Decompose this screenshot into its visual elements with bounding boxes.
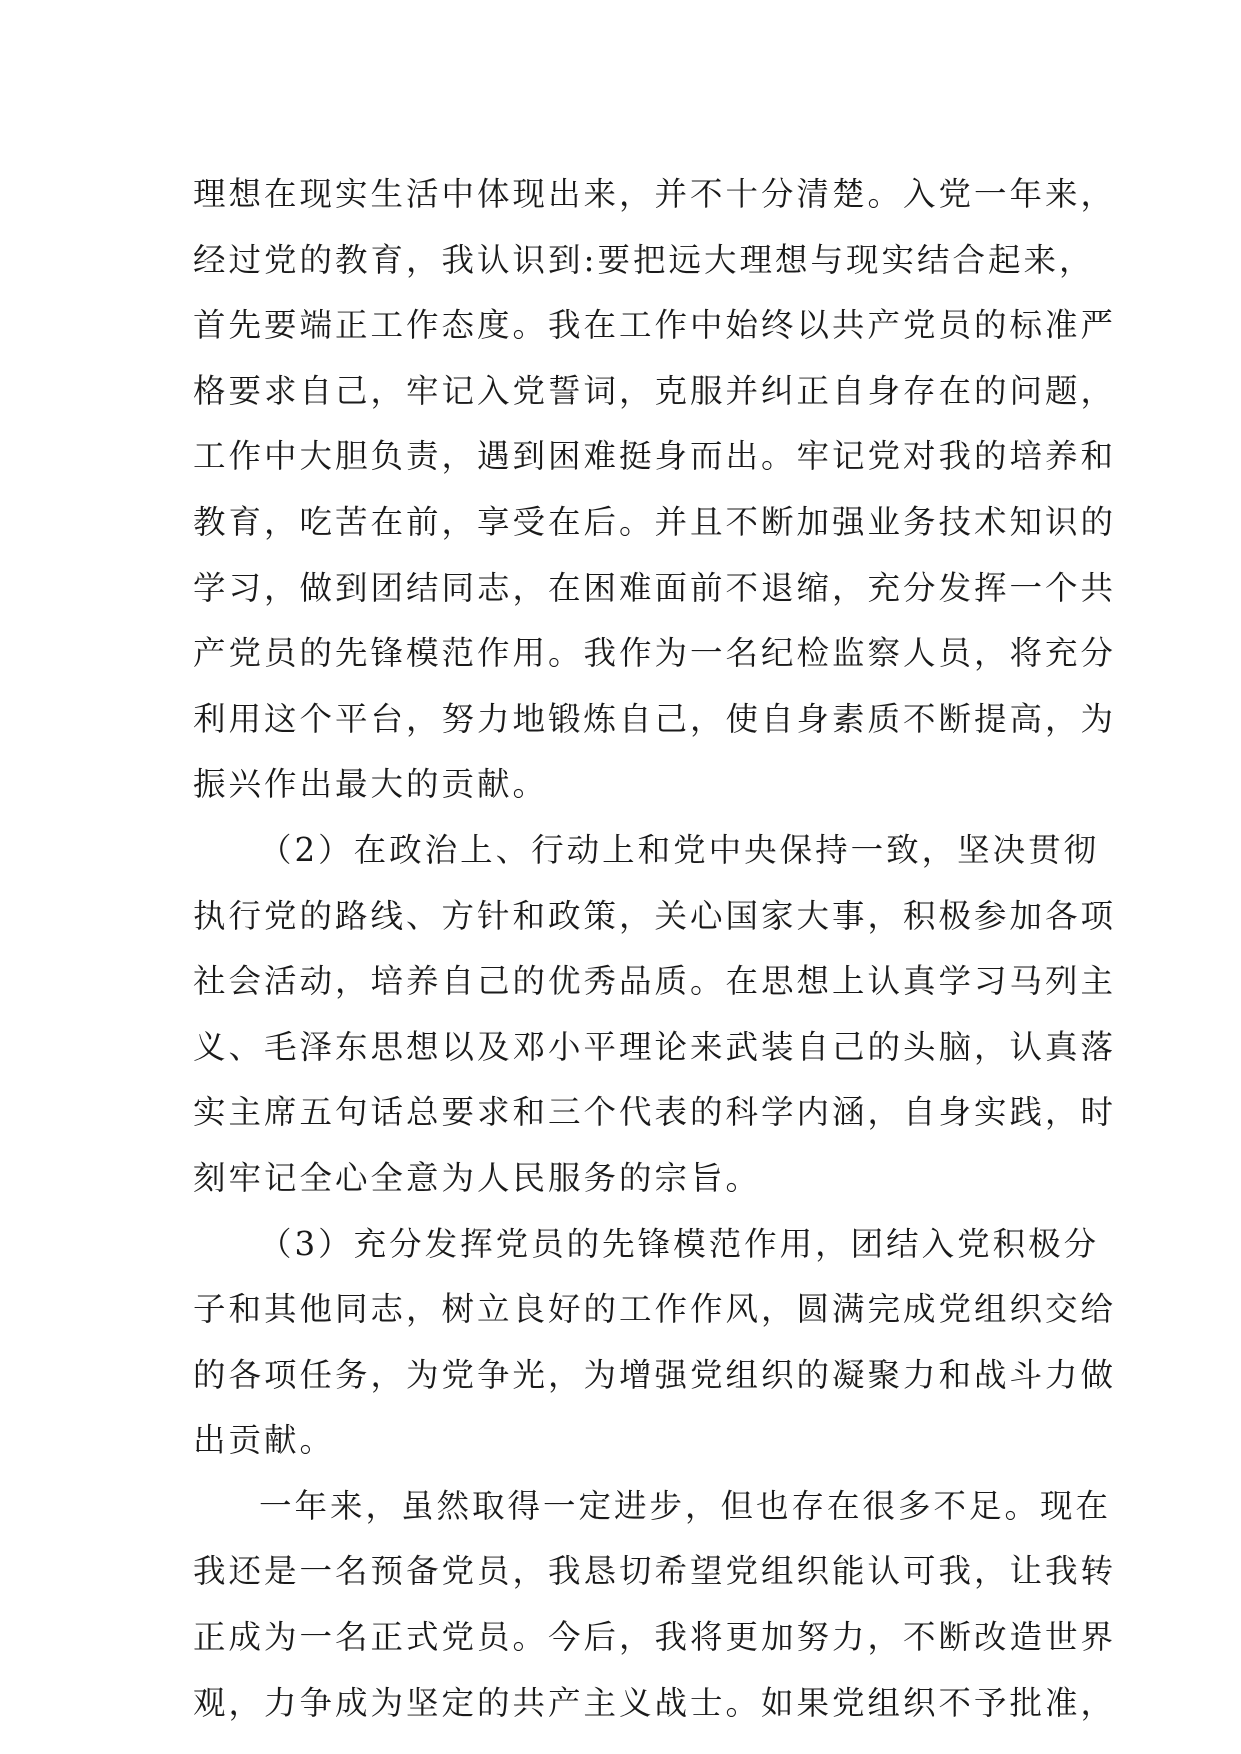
body-text (193, 162, 1117, 1736)
text-line: 教育，吃苦在前，享受在后。并且不断加强业务技术知识的 (193, 502, 1117, 541)
text-line: 我还是一名预备党员，我恳切希望党组织能认可我，让我转 (193, 1552, 1117, 1591)
text-line: 刻牢记全心全意为人民服务的宗旨。 (193, 1158, 762, 1197)
text-line: 正成为一名正式党员。今后，我将更加努力，不断改造世界 (193, 1618, 1117, 1657)
text-line: 振兴作出最大的贡献。 (193, 765, 549, 804)
paragraph-start-line: （3）充分发挥党员的先锋模范作用，团结入党积极分 (259, 1224, 1100, 1263)
text-line: 学习，做到团结同志，在困难面前不退缩，充分发挥一个共 (193, 568, 1117, 607)
text-line: 格要求自己，牢记入党誓词，克服并纠正自身存在的问题， (193, 371, 1117, 410)
text-line: 工作中大胆负责，遇到困难挺身而出。牢记党对我的培养和 (193, 437, 1117, 476)
text-line: 子和其他同志，树立良好的工作作风，圆满完成党组织交给 (193, 1290, 1117, 1329)
text-line: 义、毛泽东思想以及邓小平理论来武装自己的头脑，认真落 (193, 1027, 1117, 1066)
text-line: 理想在现实生活中体现出来，并不十分清楚。入党一年来， (193, 175, 1117, 213)
text-line: 实主席五句话总要求和三个代表的科学内涵，自身实践，时 (193, 1093, 1117, 1132)
text-line: 社会活动，培养自己的优秀品质。在思想上认真学习马列主 (193, 962, 1117, 1001)
text-line: 出贡献。 (193, 1421, 336, 1460)
text-line: 首先要端正工作态度。我在工作中始终以共产党员的标准严 (193, 306, 1117, 345)
text-line: 利用这个平台，努力地锻炼自己，使自身素质不断提高，为 (193, 699, 1117, 738)
text-line: 的各项任务，为党争光，为增强党组织的凝聚力和战斗力做 (193, 1355, 1117, 1394)
text-line: 产党员的先锋模范作用。我作为一名纪检监察人员，将充分 (193, 634, 1117, 673)
paragraph-start-line: （2）在政治上、行动上和党中央保持一致，坚决贯彻 (259, 830, 1100, 869)
text-line: 执行党的路线、方针和政策，关心国家大事，积极参加各项 (193, 896, 1117, 935)
text-line: 经过党的教育，我认识到:要把远大理想与现实结合起来， (193, 240, 1095, 279)
paragraph-start-line: 一年来，虽然取得一定进步，但也存在很多不足。现在 (259, 1486, 1112, 1525)
text-line: 观，力争成为坚定的共产主义战士。如果党组织不予批准， (193, 1683, 1117, 1722)
